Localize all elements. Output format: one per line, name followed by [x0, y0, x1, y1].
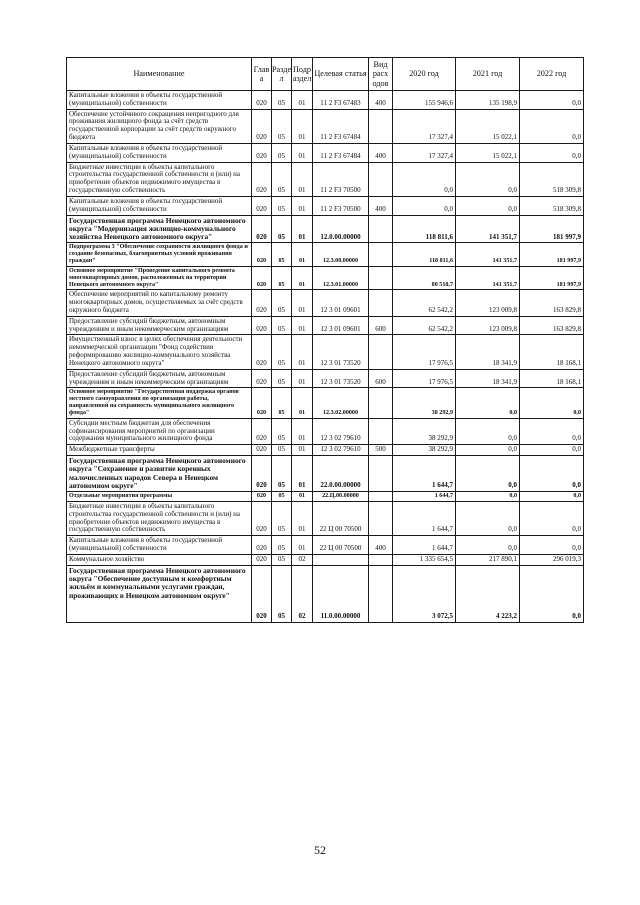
- row-2021: 18 341,9: [456, 335, 520, 369]
- row-vid: [369, 109, 393, 143]
- row-vid: 600: [369, 369, 393, 388]
- header-vid: Вид расх одов: [369, 58, 393, 91]
- row-vid: [369, 162, 393, 196]
- table-row: [67, 335, 584, 369]
- header-2020: 2020 год: [393, 58, 456, 91]
- row-2021: 123 009,8: [456, 316, 520, 335]
- row-2020: 38 292,9: [393, 418, 456, 444]
- row-2020: 0,0: [393, 196, 456, 215]
- row-name: Бюджетные инвестиции в объекты капитального строительства государственной собственности и (или) на приобретение объектов недвижимого имущества в государственную собственность: [67, 501, 252, 535]
- row-podrazdel: 01: [292, 316, 313, 335]
- row-2020: 17 327,4: [393, 143, 456, 162]
- row-2022: 0,0: [520, 418, 584, 444]
- row-razdel: 05: [272, 501, 292, 535]
- row-2021: 15 022,1: [456, 143, 520, 162]
- row-name: Капитальные вложения в объекты государственной (муниципальной) собственности: [67, 196, 252, 215]
- table-body: [67, 91, 584, 623]
- header-2021: 2021 год: [456, 58, 520, 91]
- table-row: [67, 266, 584, 289]
- row-podrazdel: 01: [292, 143, 313, 162]
- row-name: Капитальные вложения в объекты государственной (муниципальной) собственности: [67, 536, 252, 555]
- row-2021: 141 351,7: [456, 215, 520, 243]
- table-row: [67, 418, 584, 444]
- row-razdel: 05: [272, 388, 292, 418]
- row-razdel: 05: [272, 445, 292, 456]
- row-2020: 155 946,6: [393, 91, 456, 110]
- table-row: [67, 565, 584, 622]
- row-vid: [369, 501, 393, 535]
- row-statya: 12.3.00.00000: [313, 243, 369, 266]
- header-podrazdel: Подр аздел: [292, 58, 313, 91]
- row-glava: 020: [252, 335, 272, 369]
- row-vid: 400: [369, 196, 393, 215]
- row-glava: 020: [252, 162, 272, 196]
- row-statya: 12 3 01 73520: [313, 369, 369, 388]
- table-row: [67, 455, 584, 491]
- row-statya: 11 2 F3 67484: [313, 143, 369, 162]
- row-2021: 141 351,7: [456, 243, 520, 266]
- row-2021: 0,0: [456, 455, 520, 491]
- row-razdel: 05: [272, 536, 292, 555]
- row-vid: [369, 290, 393, 316]
- row-name: Капитальные вложения в объекты государственной (муниципальной) собственности: [67, 91, 252, 110]
- row-glava: 020: [252, 109, 272, 143]
- row-vid: [369, 455, 393, 491]
- row-name: Межбюджетные трансферты: [67, 445, 252, 456]
- row-2021: 0,0: [456, 492, 520, 502]
- row-2022: 0,0: [520, 109, 584, 143]
- row-statya: [313, 554, 369, 565]
- row-razdel: 05: [272, 162, 292, 196]
- row-2021: 0,0: [456, 388, 520, 418]
- row-vid: 600: [369, 316, 393, 335]
- row-2022: 0,0: [520, 143, 584, 162]
- row-podrazdel: 02: [292, 565, 313, 622]
- table-row: [67, 143, 584, 162]
- row-name: Субсидии местным бюджетам для обеспечения софинансирования мероприятий по организации содержания муниципального жилищного фонда: [67, 418, 252, 444]
- table-row: [67, 243, 584, 266]
- row-name: Предоставление субсидий бюджетным, автономным учреждениям и иным некоммерческим организациям: [67, 316, 252, 335]
- row-2020: 38 292,9: [393, 388, 456, 418]
- row-glava: 020: [252, 501, 272, 535]
- row-glava: 020: [252, 418, 272, 444]
- row-2021: 0,0: [456, 162, 520, 196]
- row-name: Коммунальное хозяйство: [67, 554, 252, 565]
- row-2020: 62 542,2: [393, 316, 456, 335]
- row-glava: 020: [252, 369, 272, 388]
- row-vid: [369, 554, 393, 565]
- row-glava: 020: [252, 91, 272, 110]
- header-2022: 2022 год: [520, 58, 584, 91]
- header-statya: Целевая статья: [313, 58, 369, 91]
- row-statya: 12 3 01 09601: [313, 316, 369, 335]
- row-2022: 0,0: [520, 91, 584, 110]
- row-glava: 020: [252, 266, 272, 289]
- row-vid: [369, 335, 393, 369]
- row-razdel: 05: [272, 455, 292, 491]
- page-number: 52: [314, 843, 326, 857]
- table-row: [67, 388, 584, 418]
- row-podrazdel: 01: [292, 91, 313, 110]
- row-glava: 020: [252, 196, 272, 215]
- row-statya: 11 2 F3 67484: [313, 109, 369, 143]
- row-podrazdel: 01: [292, 243, 313, 266]
- row-2022: 0,0: [520, 445, 584, 456]
- row-2022: 181 997,9: [520, 215, 584, 243]
- row-vid: [369, 418, 393, 444]
- row-glava: 020: [252, 492, 272, 502]
- row-vid: [369, 243, 393, 266]
- table-row: [67, 554, 584, 565]
- row-name: Бюджетные инвестиции в объекты капитального строительства государственной собственности и (или) на приобретение объектов недвижимого имущества в государственную собственность: [67, 162, 252, 196]
- row-2020: 17 976,5: [393, 335, 456, 369]
- row-2022: 0,0: [520, 388, 584, 418]
- row-vid: 500: [369, 445, 393, 456]
- budget-table: [66, 57, 584, 623]
- row-statya: 11 2 F3 70500: [313, 196, 369, 215]
- row-2022: 181 997,9: [520, 266, 584, 289]
- row-name: Государственная программа Ненецкого автономного округа "Модернизация жилищно-коммунального хозяйства Ненецкого автономного округа": [67, 215, 252, 243]
- row-2021: 0,0: [456, 196, 520, 215]
- row-razdel: 05: [272, 143, 292, 162]
- table-row: [67, 109, 584, 143]
- row-glava: 020: [252, 388, 272, 418]
- row-podrazdel: 01: [292, 388, 313, 418]
- row-statya: 22 Ц 00 70500: [313, 501, 369, 535]
- row-razdel: 05: [272, 418, 292, 444]
- row-statya: 12.3.01.00000: [313, 266, 369, 289]
- table-row: [67, 290, 584, 316]
- row-2022: 0,0: [520, 455, 584, 491]
- row-2021: 135 198,9: [456, 91, 520, 110]
- row-2021: 123 009,8: [456, 290, 520, 316]
- row-2020: 1 644,7: [393, 501, 456, 535]
- row-2020: 0,0: [393, 162, 456, 196]
- row-2021: 141 351,7: [456, 266, 520, 289]
- row-statya: 12.3.02.00000: [313, 388, 369, 418]
- row-glava: 020: [252, 554, 272, 565]
- row-statya: 12 3 02 79610: [313, 418, 369, 444]
- row-razdel: 05: [272, 215, 292, 243]
- row-name: Основное мероприятие "Проведение капитального ремонта многоквартирных домов, расположенных на территории Ненецкого автономного округа": [67, 266, 252, 289]
- row-razdel: 05: [272, 243, 292, 266]
- row-statya: 22 Ц 00 70500: [313, 536, 369, 555]
- row-podrazdel: 01: [292, 109, 313, 143]
- table-row: [67, 316, 584, 335]
- table-row: [67, 492, 584, 502]
- table-header-row: [67, 58, 584, 91]
- row-podrazdel: 01: [292, 536, 313, 555]
- row-2020: 118 811,6: [393, 215, 456, 243]
- row-statya: 12 3 01 09601: [313, 290, 369, 316]
- row-razdel: 05: [272, 196, 292, 215]
- row-podrazdel: 02: [292, 554, 313, 565]
- table-row: [67, 536, 584, 555]
- row-name: Капитальные вложения в объекты государственной (муниципальной) собственности: [67, 143, 252, 162]
- row-glava: 020: [252, 536, 272, 555]
- row-2022: 0,0: [520, 501, 584, 535]
- table-row: [67, 162, 584, 196]
- row-2020: 17 976,5: [393, 369, 456, 388]
- row-statya: 12 3 02 79610: [313, 445, 369, 456]
- row-2021: 15 022,1: [456, 109, 520, 143]
- row-name: Обеспечение мероприятий по капитальному ремонту многоквартирных домов, осуществляемых за счёт средств окружного бюджета: [67, 290, 252, 316]
- row-vid: 400: [369, 91, 393, 110]
- row-name: Подпрограмма 3 "Обеспечение сохранности жилищного фонда и создание безопасных, благоприятных условий проживания граждан": [67, 243, 252, 266]
- row-2022: 296 019,3: [520, 554, 584, 565]
- row-2020: 118 811,6: [393, 243, 456, 266]
- row-glava: 020: [252, 316, 272, 335]
- row-2020: 80 518,7: [393, 266, 456, 289]
- row-razdel: 05: [272, 565, 292, 622]
- row-vid: [369, 492, 393, 502]
- row-razdel: 05: [272, 335, 292, 369]
- table-row: [67, 91, 584, 110]
- row-podrazdel: 01: [292, 215, 313, 243]
- row-podrazdel: 01: [292, 445, 313, 456]
- row-2020: 17 327,4: [393, 109, 456, 143]
- row-2021: 217 890,1: [456, 554, 520, 565]
- row-2022: 0,0: [520, 492, 584, 502]
- row-razdel: 05: [272, 492, 292, 502]
- row-2021: 4 223,2: [456, 565, 520, 622]
- table-row: [67, 369, 584, 388]
- row-vid: [369, 565, 393, 622]
- row-podrazdel: 01: [292, 266, 313, 289]
- row-vid: 400: [369, 536, 393, 555]
- row-2020: 3 072,5: [393, 565, 456, 622]
- row-glava: 020: [252, 215, 272, 243]
- row-podrazdel: 01: [292, 418, 313, 444]
- budget-table-sheet: [66, 57, 583, 623]
- row-2020: 1 644,7: [393, 536, 456, 555]
- row-statya: 12 3 01 73520: [313, 335, 369, 369]
- header-razdel: Разде л: [272, 58, 292, 91]
- table-row: [67, 215, 584, 243]
- row-2022: 18 168,1: [520, 369, 584, 388]
- row-2022: 18 168,1: [520, 335, 584, 369]
- row-2020: 1 644,7: [393, 492, 456, 502]
- row-podrazdel: 01: [292, 492, 313, 502]
- row-glava: 020: [252, 290, 272, 316]
- row-vid: 400: [369, 143, 393, 162]
- row-glava: 020: [252, 455, 272, 491]
- row-2021: 0,0: [456, 501, 520, 535]
- row-podrazdel: 01: [292, 290, 313, 316]
- row-name: Имущественный взнос в целях обеспечения деятельности некоммерческой организации "Фонд содействия реформированию жилищно-коммунального хозяйства Ненецкого автономного округа": [67, 335, 252, 369]
- table-row: [67, 445, 584, 456]
- row-razdel: 05: [272, 109, 292, 143]
- row-razdel: 05: [272, 369, 292, 388]
- row-glava: 020: [252, 143, 272, 162]
- row-razdel: 05: [272, 91, 292, 110]
- row-statya: 11.0.00.00000: [313, 565, 369, 622]
- row-2022: 518 309,8: [520, 162, 584, 196]
- row-name: Основное мероприятие "Государственная поддержка органов местного самоуправления по организации работы, направленной на сохранность муниципального жилищного фонда": [67, 388, 252, 418]
- row-statya: 22.0.00.00000: [313, 455, 369, 491]
- row-name: Отдельные мероприятия программы: [67, 492, 252, 502]
- row-statya: 12.0.00.00000: [313, 215, 369, 243]
- row-statya: 11 2 F3 70500: [313, 162, 369, 196]
- row-2021: 0,0: [456, 418, 520, 444]
- row-razdel: 05: [272, 316, 292, 335]
- row-2021: 18 341,9: [456, 369, 520, 388]
- row-vid: [369, 215, 393, 243]
- row-2021: 0,0: [456, 445, 520, 456]
- header-glava: Глав а: [252, 58, 272, 91]
- row-2020: 38 292,9: [393, 445, 456, 456]
- row-statya: 22.Ц.00.00000: [313, 492, 369, 502]
- row-2022: 0,0: [520, 565, 584, 622]
- row-vid: [369, 388, 393, 418]
- row-2022: 0,0: [520, 536, 584, 555]
- row-glava: 020: [252, 445, 272, 456]
- row-podrazdel: 01: [292, 162, 313, 196]
- row-glava: 020: [252, 565, 272, 622]
- row-statya: 11 2 F3 67483: [313, 91, 369, 110]
- row-razdel: 05: [272, 266, 292, 289]
- row-2022: 518 309,8: [520, 196, 584, 215]
- row-2020: 1 644,7: [393, 455, 456, 491]
- table-row: [67, 196, 584, 215]
- row-podrazdel: 01: [292, 369, 313, 388]
- row-vid: [369, 266, 393, 289]
- row-name: Обеспечение устойчивого сокращения непригодного для проживания жилищного фонда за счёт средств государственной корпорации за счёт средств окружного бюджета: [67, 109, 252, 143]
- row-podrazdel: 01: [292, 501, 313, 535]
- row-podrazdel: 01: [292, 455, 313, 491]
- row-podrazdel: 01: [292, 335, 313, 369]
- row-2021: 0,0: [456, 536, 520, 555]
- row-2020: 1 335 654,5: [393, 554, 456, 565]
- row-2022: 163 829,8: [520, 290, 584, 316]
- row-razdel: 05: [272, 554, 292, 565]
- row-2020: 62 542,2: [393, 290, 456, 316]
- header-name: Наименование: [67, 58, 252, 91]
- row-name: Государственная программа Ненецкого автономного округа "Сохранение и развитие коренных малочисленных народов Севера в Ненецком автономном округе": [67, 455, 252, 491]
- table-row: [67, 501, 584, 535]
- row-name: Предоставление субсидий бюджетным, автономным учреждениям и иным некоммерческим организациям: [67, 369, 252, 388]
- row-podrazdel: 01: [292, 196, 313, 215]
- row-2022: 181 997,9: [520, 243, 584, 266]
- row-name: Государственная программа Ненецкого автономного округа "Обеспечение доступным и комфортным жильём и коммунальными услугами граждан, проживающих в Ненецком автономном округе": [67, 565, 252, 622]
- row-glava: 020: [252, 243, 272, 266]
- row-razdel: 05: [272, 290, 292, 316]
- row-2022: 163 829,8: [520, 316, 584, 335]
